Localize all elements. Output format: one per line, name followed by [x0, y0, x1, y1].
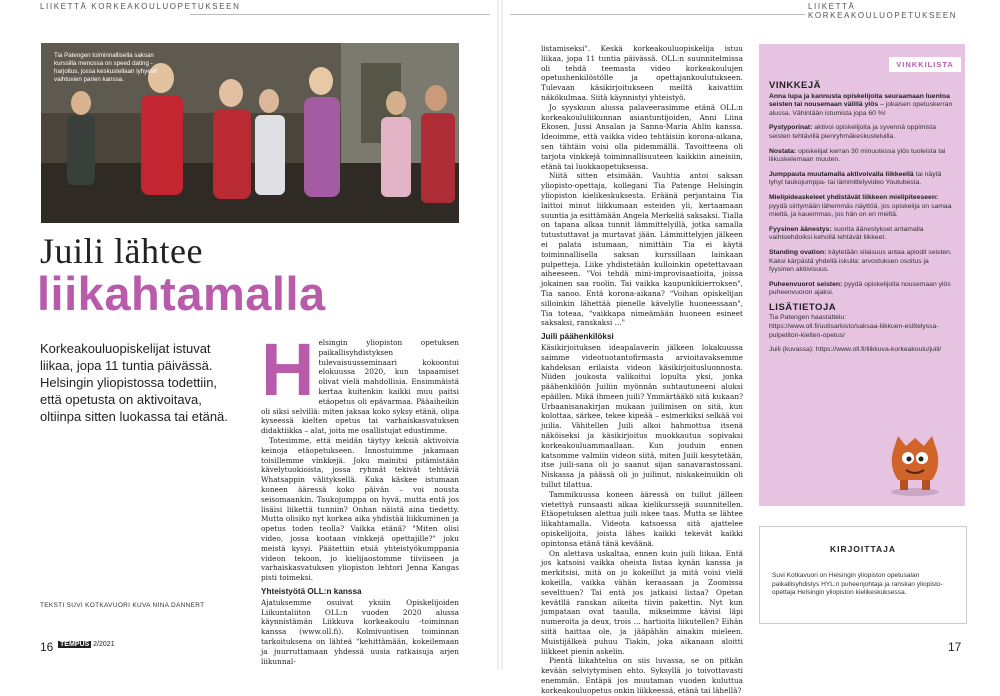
sidebar-intro: [769, 93, 955, 119]
tip-item: [769, 148, 955, 165]
header-rule-left: [190, 14, 490, 15]
tip-text: pyydä siirtymään lähemmäs näyttöä, jos opiskelija on samaa mieltä, ja kauemmas, jos hän on eri mieltä.: [769, 202, 952, 219]
magazine-name: TEMPUS: [60, 641, 90, 648]
tip-term: Pystyporinat:: [769, 124, 813, 132]
photo-caption: Tia Patengen toiminnallisella saksan kurssilla menossa on speed dating -harjoitus, jossa keskustellaan lyhyesti vaihtuvien parien kanssa.: [54, 52, 157, 83]
tip-text: opiskelijat kerran 30 minuutessa ylös tuoleista tai liikuskelemaan muuten.: [769, 147, 946, 164]
paragraph: Ajatuksemme osuivat yksiin Opiskelijoiden Liikuntaliiton OLL:n vuoden 2020 alussa käynnistämän Liikkuva korkeakoulu -toiminnan kanssa (www.oll.fi). Kolmivuotisen toiminnan tarkoituksena on lähteä "kehittämään, kokeilemaan ja juurruttamaan yhdessä uusia ratkaisuja arjen liikunnal-: [261, 597, 459, 666]
tip-term: Fyysinen äänestys:: [769, 225, 832, 233]
tip-item: [769, 249, 955, 275]
tip-text: aktivoi opiskelijoita ja syvennä oppimista seisten tehtävillä pienryhmäkeskusteluilla.: [769, 124, 936, 140]
sidebar-intro-tail: – jokaisen opetuskerran alussa. Vähintään istumista jopa 60 %!: [769, 101, 953, 117]
paragraph: listamiseksi". Keskä korkeakouluopiskelija istuu liikaa, jopa 11 tuntia päivässä. OLL:n suunnitelmissa oli tehdä teemasta video korkeakoulujen opetushenkilöstölle ja opettajankoulutukseen. Tulevaan käsikirjoitukseen meiltä kaivattiin näkökulmaa. Siitä käynnistyi yhteistyö.: [541, 44, 743, 102]
article-title-line1: Juili lähtee: [40, 231, 203, 271]
page-gutter: [497, 0, 503, 669]
paragraph: Niitä sitten etsimään. Vauhtia antoi saksan yliopisto-opettaja, kollegani Tia Patenge Helsingin yliopiston kielikeskuksesta. Eräänä perjantaina Tia laittoi minut liikkumaan esteiden yli, kertaamaan suuntia ja esittämään Angela Merkeliä saksaksi. Tialla on tapana alkaa tunnit lämmittelyillä, jotka samalla tutustuttavat ja murtavat jään. Lämmittelyjen jälkeen ei palata istumaan, nimittäin Tia ei käytä toiminnallisella saksan kurssillaan lainkaan pulpetteja. Liike yhdistetään kulloinkin opetettavaan aiheeseen. "Voi tehdä mini-improvisaatioita, joissa jokainen saa roolin. Tai vaikka kaupunkikierroksen", Tia sanoo. Entä korona-aikana? "Voihan opiskelijan silloinkin lähettää pienelle kävelylle huoneessaan", Tia toteaa, "vaikkapa nimeämään huoneen esineet saksaksi, ranskaksi ...": [541, 171, 743, 328]
juili-monster-icon: [880, 428, 950, 498]
tip-term: Nostata:: [769, 147, 797, 155]
tip-item: [769, 281, 955, 298]
tip-text: pyydä opiskelijoita nousemaan ylös puheenvuoron ajaksi.: [769, 280, 951, 297]
article-lead: Korkeakouluopiskelijat istuvat liikaa, jopa 11 tuntia päivässä. Helsingin yliopistossa todettiin, että opetusta on aktivoitava, oltiinpa sitten luokassa tai etänä.: [40, 341, 228, 424]
sidebar-content: [769, 82, 955, 361]
paragraph: On alettava uskaltaa, ennen kuin juili liikaa. Entä jos katsoisi vaikka oheista listaa kynän kanssa ja merkitsisi, mitä on jo kokeillut ja mitä voisi vielä kokeilla, vaikka vähän keraasaan ja Zoomissa sevelttuen? Tai entä jos jatkaisi listaa? Opetan kevätllä ranskan aikeita tiivin pakettin. Nyt kun jumpataan ovat taaulla, mikseimme kävisi läpi numeroita ja deux, trois ... hartioita liikutellen? Eihän siitä haittaa ole, ja jääpähän ainakin mieleen. Muistijälkeä puhuu Tiakin, joka aikanaan aloitti liikkeet pienin askelin.: [541, 548, 743, 656]
tip-term: Jumppauta muutamalla aktivoivalla liikkeellä: [769, 170, 914, 178]
sidebar-tag-label: VINKKILISTA: [896, 60, 954, 69]
sidebar-tag: [889, 57, 961, 72]
tip-item: [769, 226, 955, 243]
magazine-footer: [58, 641, 115, 648]
tip-text: tai näytä lyhyt taukojumppa- tai lämmittelyvideo Youtubesta.: [769, 170, 942, 187]
subheading: Yhteistyötä OLL:n kanssa: [261, 586, 362, 596]
page-number-right: 17: [948, 640, 962, 654]
tip-item: [769, 171, 955, 188]
paragraph: elsingin yliopiston opetuksen paikallisyhdistyksen tulevaisuusseminaari kokoontui elokuussa 2020, kun tapaamiset olivat vielä mahdollisia. Ensimmäistä kertaa kuitenkin kaikki muu paitsi etäopetus oli epävarmaa. Pääaiheikin oli siksi selvillä: miten jaksaa koko syksy etänä, olipa kyseessä kielten opetus tai varhaiskasvatuksen didaktiikka – alat, joita me osallistujat edustimme.: [261, 338, 459, 436]
sidebar-intro-bold: Anna lupa ja kannusta opiskelijoita seuraamaan luentoa seisten tai nousemaan välillä ylös: [769, 92, 950, 109]
tip-item: [769, 194, 955, 220]
author-text: Suvi Kotkavuori on Helsingin yliopiston opetusalan paikallisyhdistys HYL:n puheenjohtaja ja ranskan yliopisto-opettaja Helsingin yliopiston kielikeskuksessa.: [772, 572, 943, 597]
paragraph: Käsikirjoituksen ideapalaverin jälkeen lokakuussa saimme videotuotantofirmasta arvioitavaksemme kahdeksan erilaista videon käsikirjoitusluonnosta. Niiden joukosta valikoitui lopulta yksi, jonka päähenkilöön Juiliin myönnän suhtautuneeni aluksi epäillen. Mikä ihmeen juili? Ymmärtääkö sitä kukaan? Urbaanisanakirjan mukaan juilimisen on sitä, kun kolottaa, särkee, tekee kipeää – esimerkiksi selkää voi juilia. Vähitellen Juili alkoi hahmottua itsenä näköiseksi ja käsikirjoitus muokkautua sopivaksi korkeakouluammaallaan. Kun jouduin ennen katsomme valmiin videon siitä, miten Juili kesytetään, itse juili-sana oli jo saanut sijan sanavarastossani. Niskassa ja päässä oli jo juilinut, niskakeinuikin oli tullut tilattua.: [541, 342, 743, 490]
article-column-1: [261, 328, 459, 666]
author-heading: KIRJOITTAJA: [829, 544, 897, 554]
magazine-issue: 2/2021: [93, 641, 115, 648]
running-head-right: LIIKETTÄ KORKEAKOULUOPETUKSEEN: [808, 2, 958, 20]
tip-text: käytetään silaisuus antaa aplodit seisten. Kaksi kärpästä yhdellä iskulla: arvostuksen osoitus ja fyysinen aktiivisuus.: [769, 248, 952, 274]
tip-text: suorita äänestykset antamalla vaihtoehdoiksi kehollä tehtävät liikkeet.: [769, 225, 924, 242]
running-head-left: LIIKETTÄ KORKEAKOULUOPETUKSEEN: [40, 2, 241, 11]
paragraph: Jo syyskuun alussa palaveerasimme etänä OLL:n korkeakoululiikunnan asiantuntijoiden, Anni Liina Ekosen, Jussi Ansalan ja Sanna-Maria Ahlin kanssa. Ideoimme, että vaikka video tehtäisiin korona-aikana, sen tähtäin voisi olla pidemmällä. Tavoitteena oli tarjota vinkkejä toiminnallisuuteen kaikkiin aineisiin, etänä tai luokkaopetuksessa.: [541, 102, 743, 171]
info-link[interactable]: Tia Patengen haastattelu: https://www.oll.fi/uutisarkisto/saksaa-liikkuen-esittelyssa-pulpetiton-kielten-opetus/: [769, 314, 939, 339]
author-box: [759, 526, 967, 624]
header-rule-right: [510, 14, 805, 15]
article-column-2: [541, 44, 743, 695]
tip-term: Puheenvuorot seisten:: [769, 280, 843, 288]
tip-term: Mielipideaskeleet yhdistävät liikkeen mielipiteeseen:: [769, 193, 939, 201]
paragraph: Tammikuussa koneen ääressä on tullut jälleen vietettyä runsaasti aikaa kielikurssejä suunnitellen. Etäopetuksen alettua juili iskee taas. Mutta se lähtee liikahtamalla. Videota katsoessa sitä ajattelee opiskelijoita, joista lähes kaikki tekevät kaikki opintonsa etänä tänä keväänä.: [541, 489, 743, 548]
subheading: Juili päähenkilöksi: [541, 332, 614, 342]
drop-cap: H: [261, 328, 315, 411]
paragraph: Pientä liikahtelua on siis luvassa, se on pitkän kevään selviytymisen ehto. Syksyllä jo toivottavasti enemmän. Entäpä jos muutaman vuoden kuluttua korkeakouluopetus onkin liikkeessä, etänä tai lähellä?: [541, 656, 743, 695]
article-credits: TEKSTI SUVI KOTKAVUORI KUVA NINA DANNERT: [40, 602, 205, 609]
info-heading: LISÄTIETOJA: [769, 301, 837, 313]
info-link[interactable]: Juili (kuvassa): https://www.oll.fi/liikkuva-korkeakoulu/juili/: [769, 346, 942, 354]
sidebar-heading: VINKKEJÄ: [769, 80, 822, 91]
page-number-left: 16: [40, 640, 54, 654]
article-title-line2: liikahtamalla: [37, 267, 326, 320]
tip-term: Standing ovation:: [769, 248, 827, 256]
paragraph: Totesimme, että meidän täytyy keksiä aktivoivia keinoja etäopetukseen. Innostuimme jakamaan toisillemme vinkkejä. Joku mainitsi pitämistään kävelytuokioista, jossa ryhmät tekivät tehtäviä Whatsappin välityksellä. Kuka käskee istumaan koneen ääressä koko päivän – voi nousta seisomaankin. Taukojumppa on hyvä, mutta entä jos lisäisi liikettä tunniin? Onhan näistä aina tiedetty. Mutta olisiko nyt korkea aika yhdistää liikkuminen ja opetus toden teolla? Vaikka etänä? "Miten olisi video, jossa kootaan vinkkejä opettajille?" joku meistä kysyi. Päätettiin etsiä yhteistyökumppania videon tekoon, jo kielijaostomme tiiviiseen ja varhaiskasvatuksen yliopiston lehtori Jenna Kangas pisti toimeksi.: [261, 435, 459, 583]
tip-item: [769, 124, 955, 141]
